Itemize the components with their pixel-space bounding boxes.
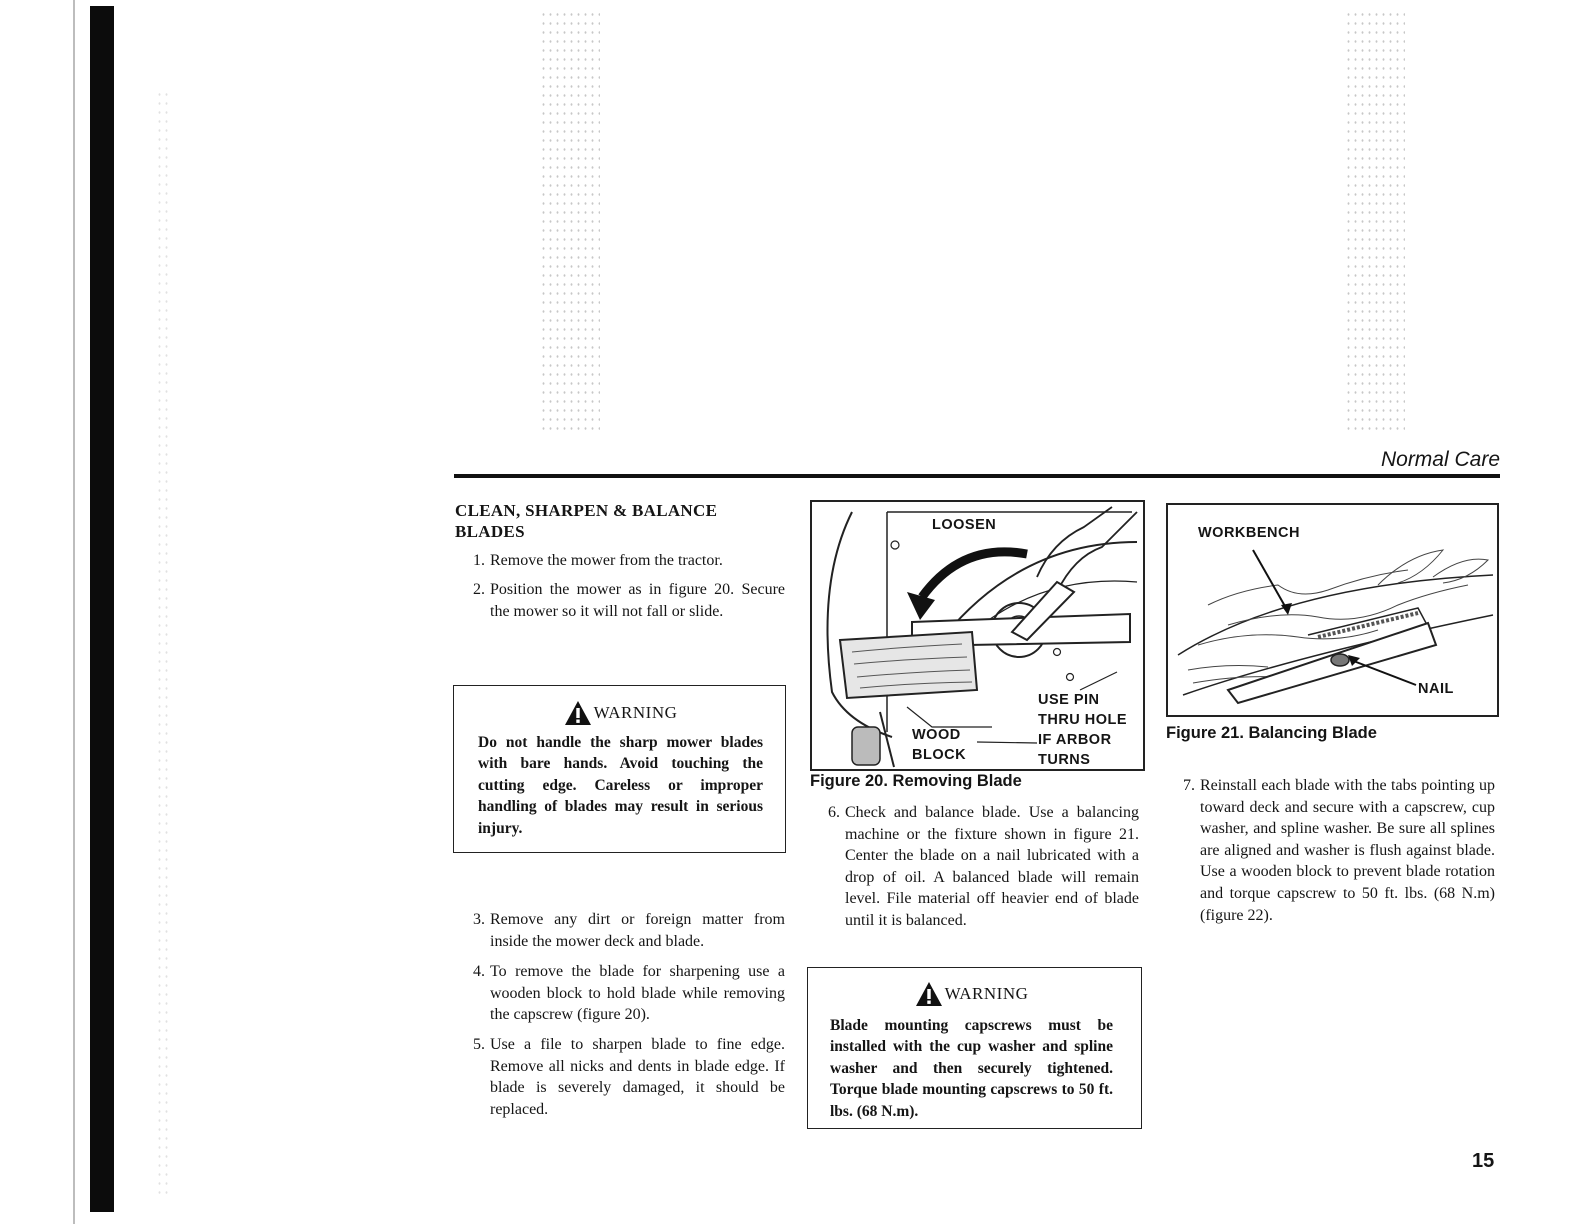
step-number: 2. xyxy=(473,581,485,598)
label-use-pin: USE PIN xyxy=(1038,692,1100,708)
step-number: 1. xyxy=(473,552,485,569)
step-6 xyxy=(828,802,1139,932)
warning-text: Do not handle the sharp mower blades with bare hands. Avoid touching the cutting edge. Careless or improper handling of blades may result in serious injury. xyxy=(478,734,763,837)
section-header xyxy=(454,448,1500,474)
step-5 xyxy=(473,1034,785,1120)
label-if-arbor: IF ARBOR xyxy=(1038,732,1112,748)
step-number: 3. xyxy=(473,911,485,928)
label-block: BLOCK xyxy=(912,747,967,763)
step-text: To remove the blade for sharpening use a wooden block to hold blade while removing the capscrew (figure 20). xyxy=(490,963,785,1024)
step-number: 6. xyxy=(828,804,840,821)
step-number: 7. xyxy=(1183,777,1195,794)
warning-header xyxy=(478,700,763,726)
label-thru-hole: THRU HOLE xyxy=(1038,712,1128,728)
figure-20-caption: Figure 20. Removing Blade xyxy=(810,772,1022,790)
step-text: Position the mower as in figure 20. Secure the mower so it will not fall or slide. xyxy=(490,581,785,620)
step-4 xyxy=(473,961,785,1026)
warning-text: Blade mounting capscrews must be installed with the cup washer and spline washer and then securely tightened. Torque blade mounting capscrews to 50 ft. lbs. (68 N.m). xyxy=(830,1017,1113,1120)
warning-title: WARNING xyxy=(593,703,678,722)
figure-21-caption: Figure 21. Balancing Blade xyxy=(1166,724,1377,742)
header-rule xyxy=(454,474,1500,478)
figure-20-removing-blade xyxy=(810,500,1145,771)
binding-shadow xyxy=(90,6,114,1212)
scan-speckle xyxy=(1345,10,1405,430)
step-text: Remove any dirt or foreign matter from inside the mower deck and blade. xyxy=(490,911,785,950)
scan-speckle xyxy=(540,10,600,430)
scan-speckle xyxy=(156,90,170,1200)
section-title: Normal Care xyxy=(1380,448,1500,471)
figure-21-balancing-blade xyxy=(1166,503,1499,717)
section-heading: CLEAN, SHARPEN & BALANCE BLADES xyxy=(455,501,718,541)
warning-box-handling xyxy=(453,685,786,853)
page-number: 15 xyxy=(1472,1150,1495,1172)
warning-icon xyxy=(915,981,943,1007)
warning-icon xyxy=(564,700,592,726)
step-3 xyxy=(473,909,785,952)
step-1 xyxy=(473,550,785,572)
label-turns: TURNS xyxy=(1038,752,1091,768)
label-wood: WOOD xyxy=(912,727,961,743)
step-2 xyxy=(473,579,785,622)
label-nail: NAIL xyxy=(1418,681,1454,697)
step-text: Remove the mower from the tractor. xyxy=(490,552,723,569)
step-number: 5. xyxy=(473,1036,485,1053)
label-loosen: LOOSEN xyxy=(932,517,997,533)
step-number: 4. xyxy=(473,963,485,980)
label-workbench: WORKBENCH xyxy=(1198,525,1300,541)
step-text: Check and balance blade. Use a balancing machine or the fixture shown in figure 21. Center the blade on a nail lubricated with a drop of oil. A balanced blade will remain level. File material off heavier end of blade until it is balanced. xyxy=(845,804,1139,929)
step-text: Use a file to sharpen blade to fine edge. Remove all nicks and dents in blade edge. If blade is severely damaged, it should be replaced. xyxy=(490,1036,785,1118)
step-7 xyxy=(1183,775,1495,926)
warning-box-capscrews xyxy=(807,967,1142,1129)
page-edge-line xyxy=(73,0,75,1224)
warning-header xyxy=(830,981,1113,1007)
warning-title: WARNING xyxy=(944,984,1029,1003)
step-text: Reinstall each blade with the tabs pointing up toward deck and secure with a capscrew, cup washer, and spline washer. Be sure all splines are aligned and washer is flush against blade. Use a wooden block to prevent blade rotation and torque capscrew to 50 ft. lbs. (68 N.m) (figure 22). xyxy=(1200,777,1495,924)
